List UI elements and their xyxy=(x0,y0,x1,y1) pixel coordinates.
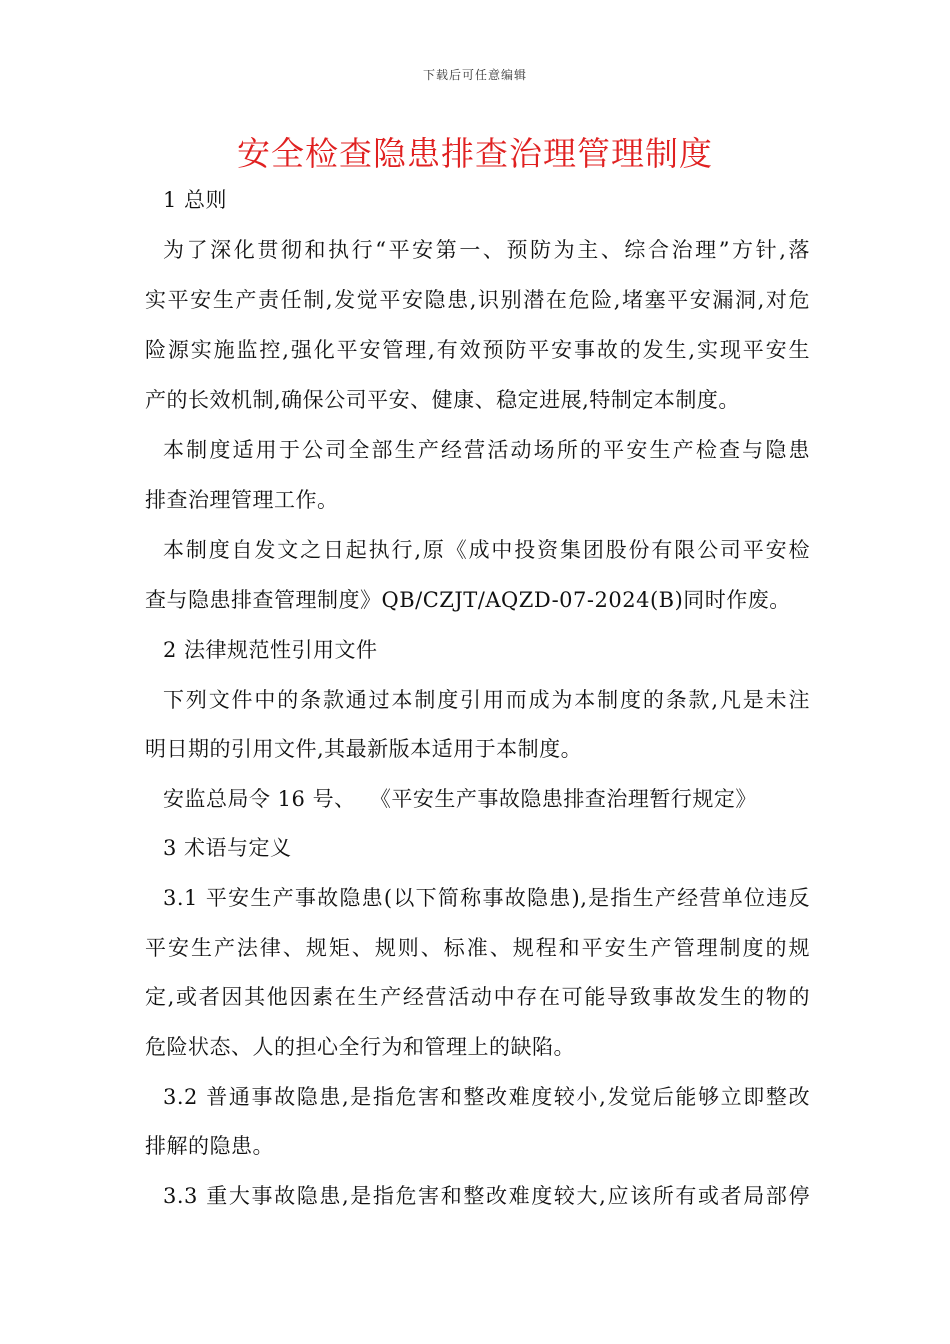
paragraph-line: 定,或者因其他因素在生产经营活动中存在可能导致事故发生的物的 xyxy=(145,985,810,1009)
paragraph-line: 明日期的引用文件,其最新版本适用于本制度。 xyxy=(145,737,583,761)
paragraph-line: 下列文件中的条款通过本制度引用而成为本制度的条款,凡是未注 xyxy=(163,688,810,712)
paragraph-line: 本制度适用于公司全部生产经营活动场所的平安生产检查与隐患 xyxy=(163,438,810,462)
document-title: 安全检查隐患排查治理管理制度 xyxy=(237,134,713,173)
paragraph-line: 险源实施监控,强化平安管理,有效预防平安事故的发生,实现平安生 xyxy=(145,338,810,362)
paragraph-line: 实平安生产责任制,发觉平安隐患,识别潜在危险,堵塞平安漏洞,对危 xyxy=(145,288,810,312)
section-heading: 1 总则 xyxy=(163,188,228,212)
paragraph-line: 3.1 平安生产事故隐患(以下简称事故隐患),是指生产经营单位违反 xyxy=(163,886,810,910)
paragraph-line: 安监总局令 16 号、 《平安生产事故隐患排查治理暂行规定》 xyxy=(163,787,757,811)
paragraph-line: 为了深化贯彻和执行“平安第一、预防为主、综合治理”方针,落 xyxy=(163,238,810,262)
paragraph-line: 平安生产法律、规矩、规则、标准、规程和平安生产管理制度的规 xyxy=(145,936,810,960)
header-note: 下载后可任意编辑 xyxy=(422,68,527,82)
paragraph-line: 查与隐患排查管理制度》QB/CZJT/AQZD-07-2024(B)同时作废。 xyxy=(145,588,791,612)
paragraph-line: 危险状态、人的担心全行为和管理上的缺陷。 xyxy=(145,1035,575,1059)
paragraph-line: 3.2 普通事故隐患,是指危害和整改难度较小,发觉后能够立即整改 xyxy=(163,1085,810,1109)
paragraph-line: 排解的隐患。 xyxy=(145,1134,274,1158)
section-heading: 2 法律规范性引用文件 xyxy=(163,638,378,662)
paragraph-line: 排查治理管理工作。 xyxy=(145,488,339,512)
section-heading: 3 术语与定义 xyxy=(163,836,292,860)
paragraph-line: 产的长效机制,确保公司平安、健康、稳定进展,特制定本制度。 xyxy=(145,388,740,412)
paragraph-line: 本制度自发文之日起执行,原《成中投资集团股份有限公司平安检 xyxy=(163,538,810,562)
paragraph-line: 3.3 重大事故隐患,是指危害和整改难度较大,应该所有或者局部停 xyxy=(163,1184,810,1208)
